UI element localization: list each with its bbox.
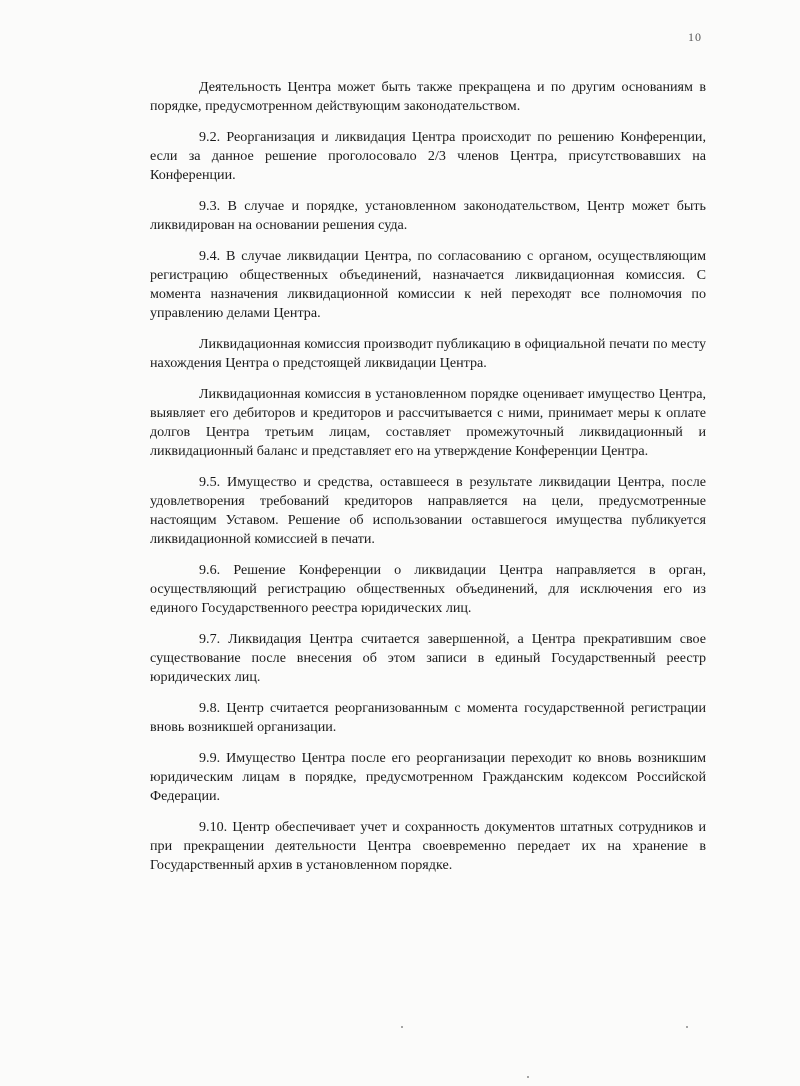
paragraph-commission-assessment: Ликвидационная комиссия в установленном порядке оценивает имущество Центра, выявляет его дебиторов и кредиторов и рассчитывается с ними, принимает меры к оплате долгов Центра третьим лицам, составляет промежуточный ликвидационный и ликвидационный баланс и представляет его на утверждение Конференции Центра. [150, 386, 706, 459]
paragraph-9-3: 9.3. В случае и порядке, установленном законодательством, Центр может быть ликвидирован на основании решения суда. [150, 198, 706, 233]
page-number: 10 [688, 30, 702, 44]
document-body [150, 78, 706, 887]
paragraph-9-7: 9.7. Ликвидация Центра считается завершенной, а Центра прекратившим свое существование после внесения об этом записи в единый Государственный реестр юридических лиц. [150, 631, 706, 685]
paragraph-commission-publication: Ликвидационная комиссия производит публикацию в официальной печати по месту нахождения Центра о предстоящей ликвидации Центра. [150, 336, 706, 371]
paragraph-9-10: 9.10. Центр обеспечивает учет и сохранность документов штатных сотрудников и при прекращении деятельности Центра своевременно передает их на хранение в Государственный архив в установленном порядке. [150, 819, 706, 873]
paragraph-9-9: 9.9. Имущество Центра после его реорганизации переходит ко вновь возникшим юридическим лицам в порядке, предусмотренном Гражданским кодексом Российской Федерации. [150, 750, 706, 804]
paragraph-intro: Деятельность Центра может быть также прекращена и по другим основаниям в порядке, предусмотренном действующим законодательством. [150, 79, 706, 114]
paragraph-9-6: 9.6. Решение Конференции о ликвидации Центра направляется в орган, осуществляющий регистрацию общественных объединений, для исключения его из единого Государственного реестра юридических лиц. [150, 562, 706, 616]
scan-speck [527, 1076, 529, 1078]
paragraph-9-5: 9.5. Имущество и средства, оставшееся в результате ликвидации Центра, после удовлетворения требований кредиторов направляется на цели, предусмотренные настоящим Уставом. Решение об использовании оставшегося имущества публикуется ликвидационной комиссией в печати. [150, 474, 706, 547]
paragraph-9-8: 9.8. Центр считается реорганизованным с момента государственной регистрации вновь возникшей организации. [150, 700, 706, 735]
paragraph-9-2: 9.2. Реорганизация и ликвидация Центра происходит по решению Конференции, если за данное решение проголосовало 2/3 членов Центра, присутствовавших на Конференции. [150, 129, 706, 183]
scan-speck [401, 1026, 403, 1028]
scan-speck [686, 1026, 688, 1028]
paragraph-9-4: 9.4. В случае ликвидации Центра, по согласованию с органом, осуществляющим регистрацию общественных объединений, назначается ликвидационная комиссия. С момента назначения ликвидационной комиссии к ней переходят все полномочия по управлению делами Центра. [150, 248, 706, 321]
